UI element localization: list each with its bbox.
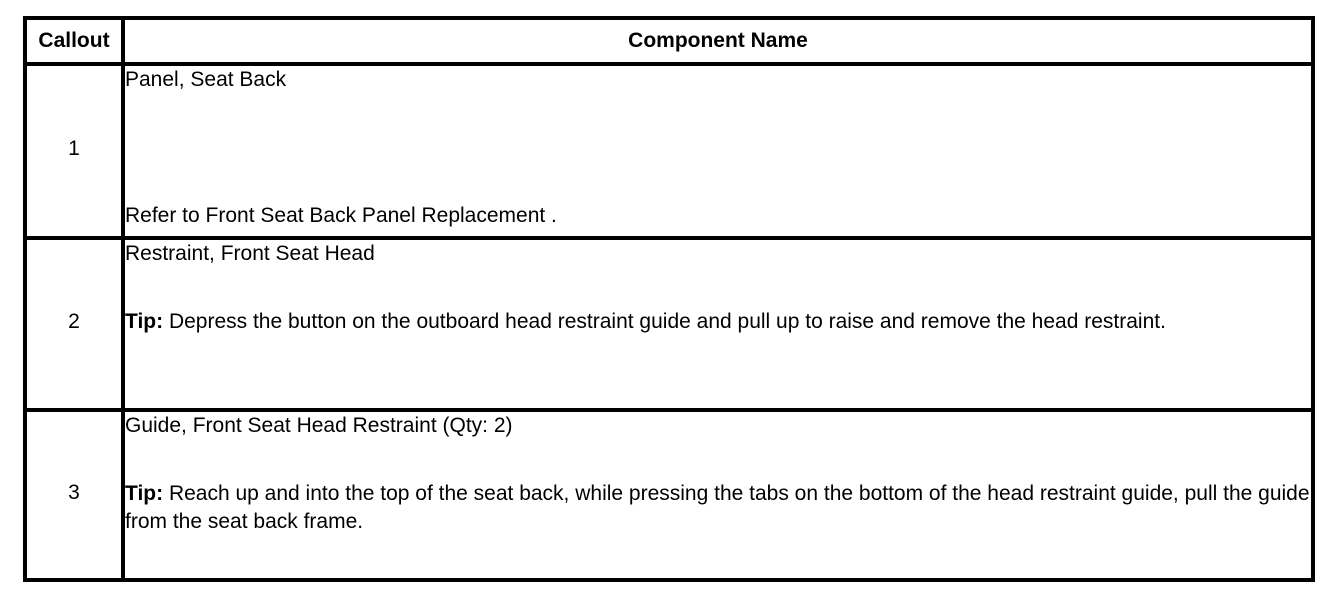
component-name: Panel, Seat Back: [125, 68, 287, 91]
callout-number: 1: [68, 137, 80, 160]
component-name: Restraint, Front Seat Head: [125, 242, 375, 265]
component-name-cell: [123, 238, 1313, 410]
callout-cell: [25, 410, 123, 580]
callout-number: 2: [68, 310, 80, 333]
callout-number: 3: [68, 481, 80, 504]
callout-column-header: Callout: [25, 18, 123, 64]
tip-label: Tip:: [125, 482, 164, 505]
component-table: [23, 16, 1315, 582]
component-name-column-header: Component Name: [123, 18, 1313, 64]
reference-note: Refer to Front Seat Back Panel Replacement .: [125, 204, 557, 227]
table-row: [25, 64, 1313, 238]
tip-paragraph: [125, 308, 1311, 336]
component-name: Guide, Front Seat Head Restraint (Qty: 2): [125, 414, 513, 437]
tip-label: Tip:: [125, 310, 164, 333]
tip-text: Depress the button on the outboard head restraint guide and pull up to raise and remove the head restraint.: [163, 310, 1166, 333]
table-header-row: [25, 18, 1313, 64]
tip-text: Reach up and into the top of the seat back, while pressing the tabs on the bottom of the head restraint guide, pull the guide from the seat back frame.: [125, 482, 1310, 533]
table-row: [25, 410, 1313, 580]
callout-cell: [25, 64, 123, 238]
callout-cell: [25, 238, 123, 410]
tip-paragraph: [125, 480, 1311, 536]
table-row: [25, 238, 1313, 410]
component-name-cell: [123, 410, 1313, 580]
component-name-cell: [123, 64, 1313, 238]
